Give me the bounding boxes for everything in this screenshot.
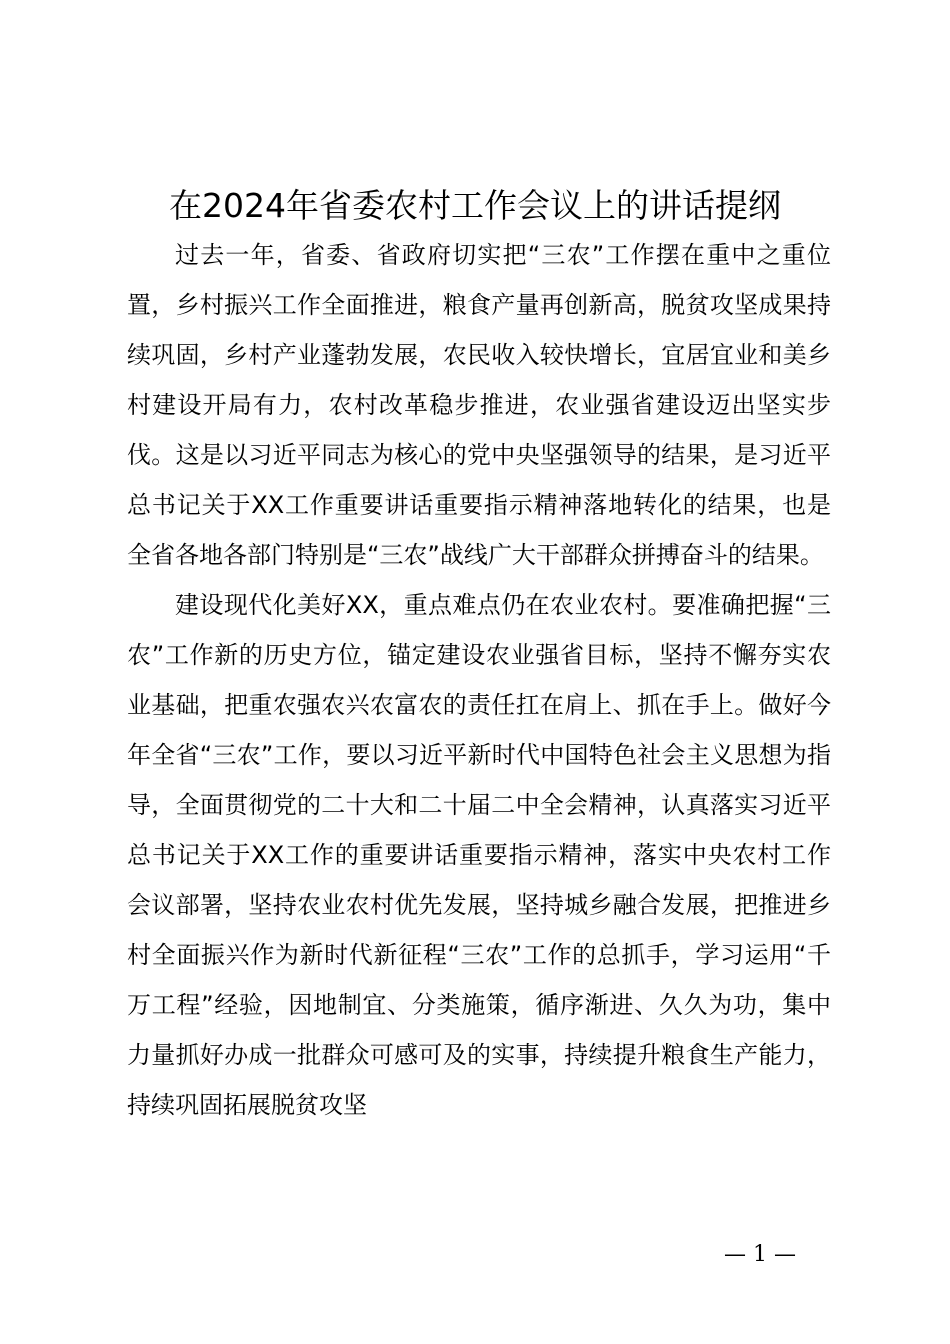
page-number: — 1 — [724,1242,796,1267]
document-title: 在2024年省委农村工作会议上的讲话提纲 [169,186,781,225]
paragraph-1: 过去一年，省委、省政府切实把“三农”工作摆在重中之重位置，乡村振兴工作全面推进，粮食产量再创新高，脱贫攻坚成果持续巩固，乡村产业蓬勃发展，农民收入较快增长，宜居宜业和美乡村建设开局有力，农村改革稳步推进，农业强省建设迈出坚实步伐。这是以习近平同志为核心的党中央坚强领导的结果，是习近平总书记关于XX工作重要讲话重要指示精神落地转化的结果，也是全省各地各部门特别是“三农”战线广大干部群众拼搏奋斗的结果。 [127,241,831,569]
paragraph-2: 建设现代化美好XX，重点难点仍在农业农村。要准确把握“三农”工作新的历史方位，锚定建设农业强省目标，坚持不懈夯实农业基础，把重农强农兴农富农的责任扛在肩上、抓在手上。做好今年全省“三农”工作，要以习近平新时代中国特色社会主义思想为指导，全面贯彻党的二十大和二十届二中全会精神，认真落实习近平总书记关于XX工作的重要讲话重要指示精神，落实中央农村工作会议部署，坚持农业农村优先发展，坚持城乡融合发展，把推进乡村全面振兴作为新时代新征程“三农”工作的总抓手，学习运用“千万工程”经验，因地制宜、分类施策，循序渐进、久久为功，集中力量抓好办成一批群众可感可及的实事，持续提升粮食生产能力，持续巩固拓展脱贫攻坚 [127,591,831,1119]
document-body [127,230,831,1130]
